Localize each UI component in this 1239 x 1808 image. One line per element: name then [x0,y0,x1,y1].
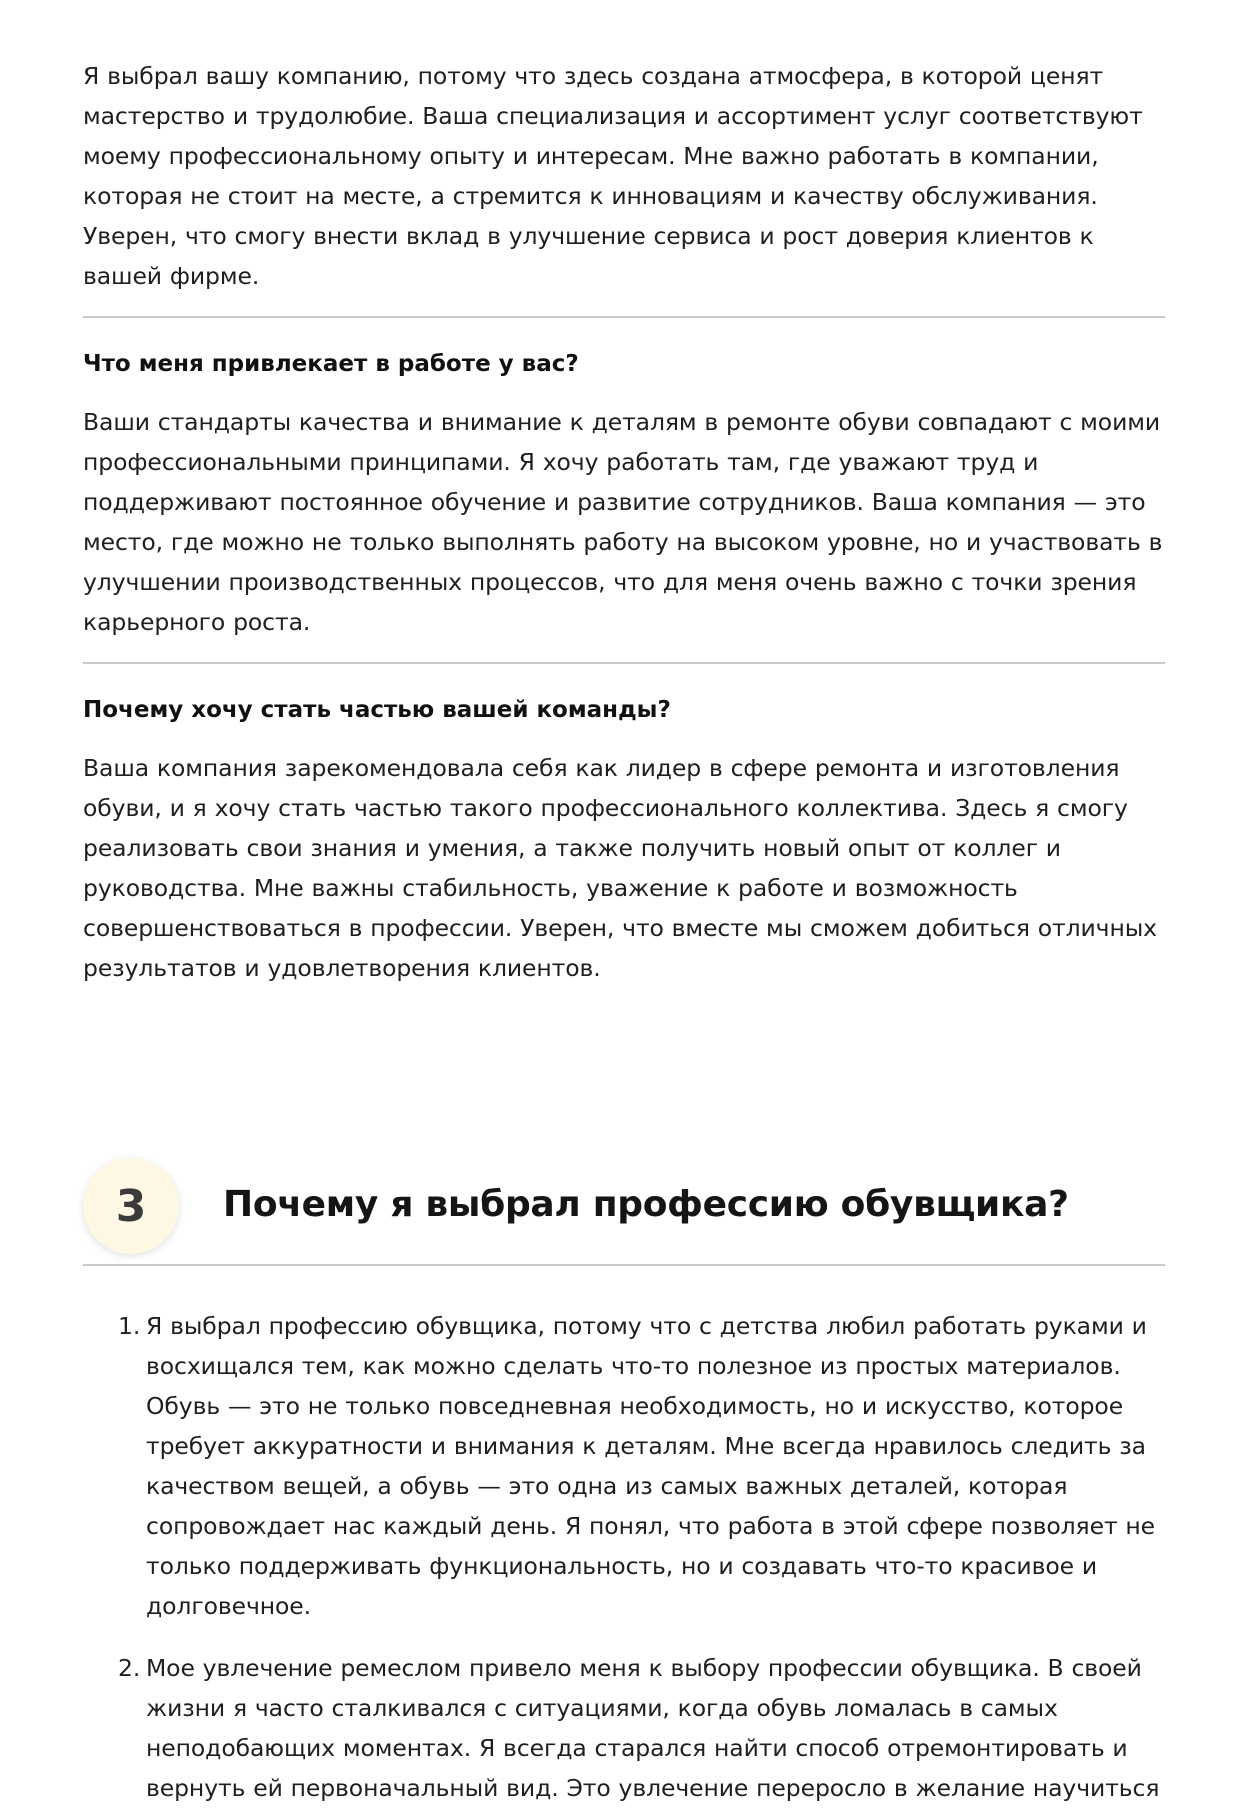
list-item-text: Я выбрал профессию обувщика, потому что с детства любил работать руками и восхищался тем, как можно сделать что-то полезное из простых материалов. Обувь — это не только повседневная необходимость, но и искусство, которое требует аккуратности и внимания к деталям. Мне всегда нравилось следить за качеством вещей, а обувь — это одна из самых важных деталей, которая сопровождает нас каждый день. Я понял, что работа в этой сфере позволяет не только поддерживать функциональность, но и создавать что-то красивое и долговечное. [146,1312,1156,1620]
document-page [83,56,1165,1808]
reasons-list [83,1306,1165,1808]
divider [83,662,1165,664]
list-item-text: Мое увлечение ремеслом привело меня к выбору профессии обувщика. В своей жизни я часто сталкивался с ситуациями, когда обувь ломалась в самых неподобающих моментах. Я всегда старался найти способ отремонтировать и вернуть ей первоначальный вид. Это увлечение переросло в желание научиться [146,1654,1160,1802]
section-header [83,1158,1165,1254]
subsection-heading-team: Почему хочу стать частью вашей команды? [83,697,671,723]
list-item-number: 2. [118,1654,141,1682]
intro-paragraph: Я выбрал вашу компанию, потому что здесь создана атмосфера, в которой ценят мастерство и трудолюбие. Ваша специализация и ассортимент услуг соответствуют моему профессиональному опыту и интересам. Мне важно работать в компании, которая не стоит на месте, а стремится к инновациям и качеству обслуживания. Уверен, что смогу внести вклад в улучшение сервиса и рост доверия клиентов к вашей фирме. [83,62,1143,290]
section-divider [83,1264,1165,1266]
divider [83,316,1165,318]
list-item [83,1306,1165,1626]
list-item [83,1648,1165,1808]
list-item-number: 1. [118,1312,141,1340]
subsection-text-team: Ваша компания зарекомендовала себя как лидер в сфере ремонта и изготовления обуви, и я хочу стать частью такого профессионального коллектива. Здесь я смогу реализовать свои знания и умения, а также получить новый опыт от коллег и руководства. Мне важны стабильность, уважение к работе и возможность совершенствоваться в профессии. Уверен, что вместе мы сможем добиться отличных результатов и удовлетворения клиентов. [83,754,1157,982]
subsection-text-attraction: Ваши стандарты качества и внимание к деталям в ремонте обуви совпадают с моими профессиональными принципами. Я хочу работать там, где уважают труд и поддерживают постоянное обучение и развитие сотрудников. Ваша компания — это место, где можно не только выполнять работу на высоком уровне, но и участвовать в улучшении производственных процессов, что для меня очень важно с точки зрения карьерного роста. [83,408,1163,636]
subsection-heading-attraction: Что меня привлекает в работе у вас? [83,351,579,377]
section-title: Почему я выбрал профессию обувщика? [223,1184,1069,1225]
section-number-badge: 3 [83,1158,179,1254]
